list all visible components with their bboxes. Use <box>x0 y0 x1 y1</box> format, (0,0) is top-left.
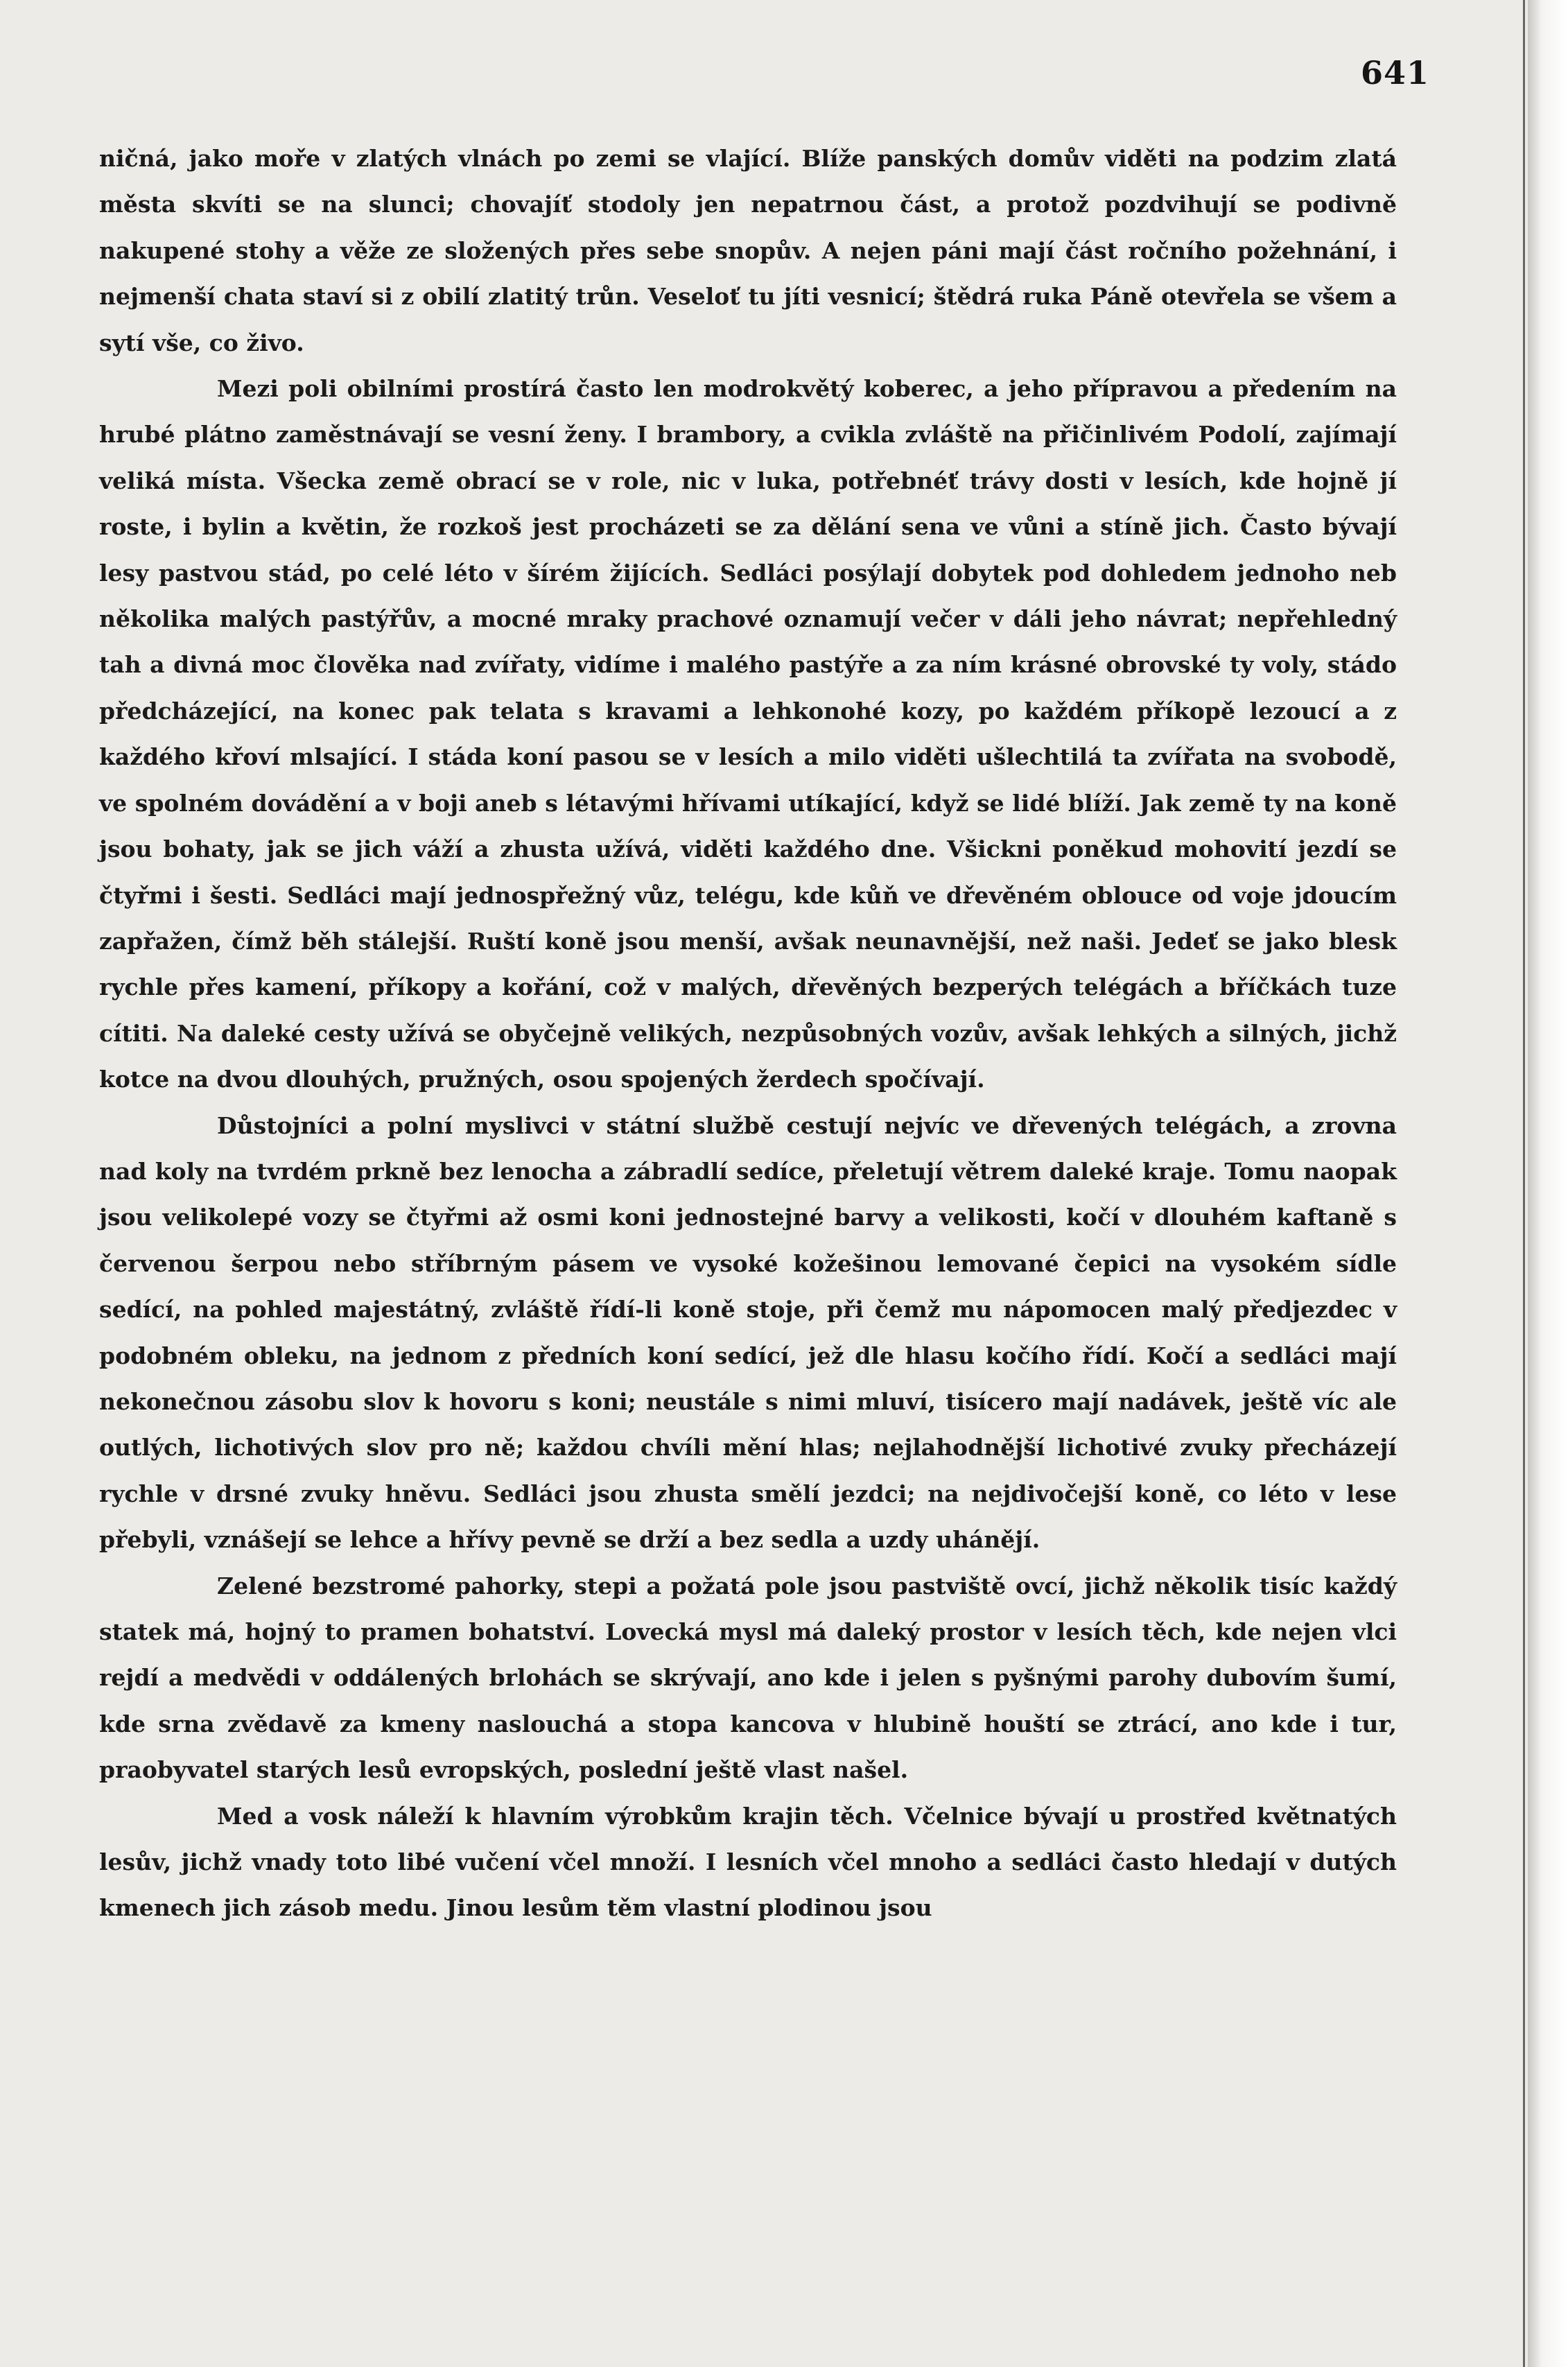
paragraph-3: Důstojníci a polní myslivci v státní službě cestují nejvíc ve dřevených telégách, a zrovna nad koly na tvrdém prkně bez lenocha a zábradlí sedíce, přeletují větrem daleké kraje. Tomu naopak jsou velikolepé vozy se čtyřmi až osmi koni jednostejné barvy a velikosti, kočí v dlouhém kaftaně s červenou šerpou nebo stříbrným pásem ve vysoké kožešinou lemované čepici na vysokém sídle sedící, na pohled majestátný, zvláště řídí-li koně stoje, při čemž mu nápomocen malý předjezdec v podobném obleku, na jednom z předních koní sedící, jež dle hlasu kočího řídí. Kočí a sedláci mají nekonečnou zásobu slov k hovoru s koni; neustále s nimi mluví, tisícero mají nadávek, ještě víc ale outlých, lichotivých slov pro ně; každou chvíli mění hlas; nejlahodnější lichotivé zvuky přecházejí rychle v drsné zvuky hněvu. Sedláci jsou zhusta smělí jezdci; na nejdivočejší koně, co léto v lese přebyli, vznášejí se lehce a hřívy pevně se drží a bez sedla a uzdy uhánějí. <box>99 1111 1397 1554</box>
paragraph-4: Zelené bezstromé pahorky, stepi a požatá pole jsou pastviště ovcí, jichž několik tisíc každý statek má, hojný to pramen bohatství. Lovecká mysl má daleký prostor v lesích těch, kde nejen vlci rejdí a medvědi v oddálených brlohách se skrývají, ano kde i jelen s pyšnými parohy dubovím šumí, kde srna zvědavě za kmeny naslouchá a stopa kancova v hlubině houští se ztrácí, ano kde i tur, praobyvatel starých lesů evropských, poslední ještě vlast našel. <box>99 1572 1397 1784</box>
page-number: 641 <box>1360 54 1429 92</box>
body-text <box>99 136 1397 1932</box>
page-edge <box>1528 0 1568 2367</box>
page-edge-line <box>1523 0 1525 2367</box>
paragraph-1: ničná, jako moře v zlatých vlnách po zemi se vlající. Blíže panských domův viděti na podzim zlatá města skvíti se na slunci; chovajíť stodoly jen nepatrnou část, a protož pozdvihují se podivně nakupené stohy a věže ze složených přes sebe snopův. A nejen páni mají část ročního požehnání, i nejmenší chata staví si z obilí zlatitý trůn. Veseloť tu jíti vesnicí; štědrá ruka Páně otevřela se všem a sytí vše, co živo. <box>99 145 1397 356</box>
paragraph-5: Med a vosk náleží k hlavním výrobkům krajin těch. Včelnice bývají u prostřed květnatých lesův, jichž vnady toto libé vučení včel množí. I lesních včel mnoho a sedláci často hledají v dutých kmenech jich zásob medu. Jinou lesům těm vlastní plodinou jsou <box>99 1802 1397 1922</box>
paragraph-2: Mezi poli obilními prostírá často len modrokvětý koberec, a jeho přípravou a předením na hrubé plátno zaměstnávají se vesní ženy. I brambory, a cvikla zvláště na přičinlivém Podolí, zajímají veliká místa. Všecka země obrací se v role, nic v luka, potřebnéť trávy dosti v lesích, kde hojně jí roste, i bylin a květin, že rozkoš jest procházeti se za dělání sena ve vůni a stíně jich. Často bývají lesy pastvou stád, po celé léto v šírém žijících. Sedláci posýlají dobytek pod dohledem jednoho neb několika malých pastýřův, a mocné mraky prachové oznamují večer v dáli jeho návrat; nepřehledný tah a divná moc člověka nad zvířaty, vidíme i malého pastýře a za ním krásné obrovské ty voly, stádo předcházející, na konec pak telata s kravami a lehkonohé kozy, po každém příkopě lezoucí a z každého křoví mlsající. I stáda koní pasou se v lesích a milo viděti ušlechtilá ta zvířata na svobodě, ve spolném dovádění a v boji aneb s létavými hřívami utíkající, když se lidé blíží. Jak země ty na koně jsou bohaty, jak se jich váží a zhusta užívá, viděti každého dne. Všickni poněkud mohovití jezdí se čtyřmi i šesti. Sedláci mají jednospřežný vůz, telégu, kde kůň ve dřevěném oblouce od voje jdoucím zapřažen, čímž běh stálejší. Ruští koně jsou menší, avšak neunavnější, než naši. Jedeť se jako blesk rychle přes kamení, příkopy a kořání, což v malých, dřevěných bezperých telégách a bříčkách tuze cítiti. Na daleké cesty užívá se obyčejně velikých, nezpůsobných vozův, avšak lehkých a silných, jichž kotce na dvou dlouhých, pružných, osou spojených žerdech spočívají. <box>99 375 1397 1093</box>
